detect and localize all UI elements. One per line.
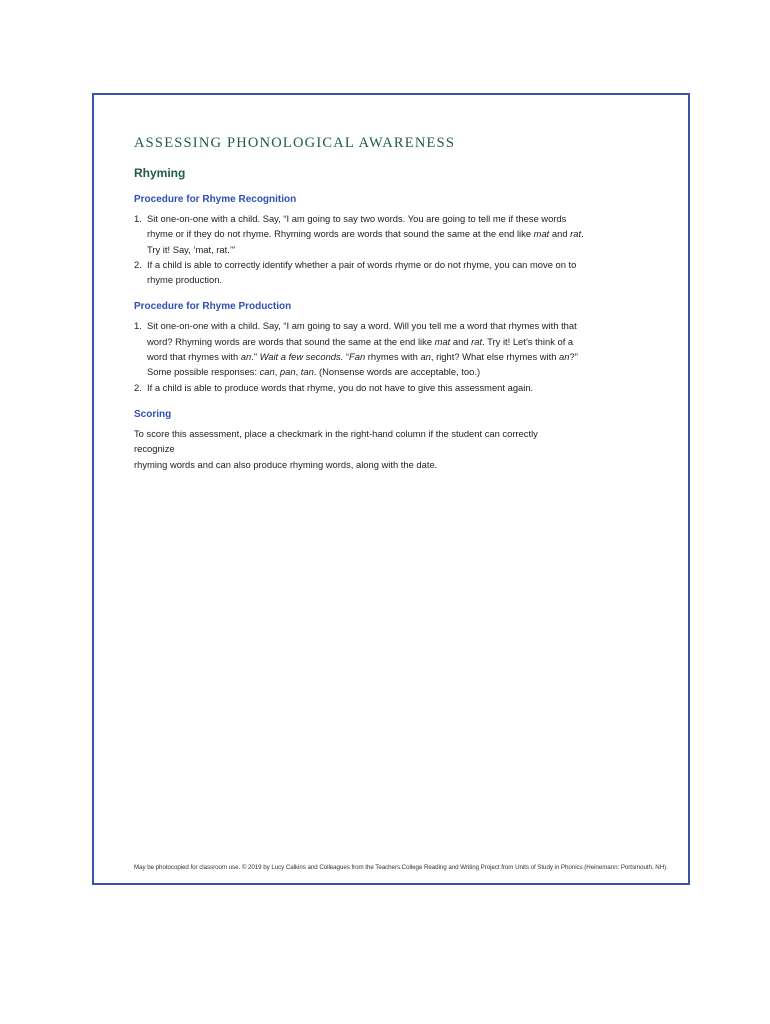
- production-steps: [134, 318, 634, 394]
- text-line: rhyme production.: [147, 274, 223, 286]
- section-heading-rhyming: Rhyming: [134, 166, 186, 180]
- text-line: ,: [274, 366, 280, 378]
- text-line: , right? What else rhymes with: [430, 351, 560, 363]
- subheading-rhyme-recognition: Procedure for Rhyme Recognition: [134, 194, 297, 205]
- text-line: .”: [251, 351, 260, 363]
- item-number: 1.: [134, 213, 142, 224]
- italic-word: pan: [279, 366, 296, 378]
- text-line: . Try it! Let’s think of a: [482, 335, 574, 347]
- subheading-scoring: Scoring: [134, 408, 172, 420]
- item-number: 2.: [134, 381, 142, 393]
- text-line: To score this assessment, place a checkmark in the right-hand column if the student can correctly recognize: [134, 427, 538, 455]
- copyright-footer: May be photocopied for classroom use. © 2019 by Lucy Calkins and Colleagues from the Teachers College Reading and Writing Project from Units of Study in Phonics (Heinemann: Portsmouth, NH).: [134, 864, 668, 871]
- text-line: Some possible responses:: [147, 366, 260, 378]
- italic-word: an: [559, 351, 570, 363]
- subheading-rhyme-production: Procedure for Rhyme Production: [134, 301, 292, 313]
- italic-word: rat: [570, 228, 582, 240]
- italic-word: mat: [533, 228, 550, 240]
- italic-word: mat: [434, 335, 451, 347]
- text-line: ?”: [569, 351, 578, 363]
- item-number: 1.: [134, 320, 142, 332]
- italic-word: an: [420, 351, 431, 363]
- text-line: ,: [295, 366, 301, 378]
- text-line: If a child is able to produce words that rhyme, you do not have to give this assessment again.: [147, 381, 534, 393]
- text-line: Sit one-on-one with a child. Say, “I am going to say two words. You are going to tell me if these words: [147, 213, 567, 224]
- text-line: If a child is able to correctly identify whether a pair of words rhyme or do not rhyme, you can move on to: [147, 258, 577, 270]
- text-line: Sit one-on-one with a child. Say, “I am going to say a word. Will you tell me a word that rhymes with that: [147, 320, 577, 332]
- list-item: [134, 380, 634, 395]
- text-line: rhyming words and can also produce rhyming words, along with the date.: [134, 458, 438, 470]
- text-line: .: [581, 228, 584, 240]
- list-item: [134, 257, 634, 288]
- list-item: [134, 211, 634, 257]
- text-line: . (Nonsense words are acceptable, too.): [313, 366, 481, 378]
- text-line: word? Rhyming words are words that sound the same at the end like: [147, 335, 435, 347]
- italic-word: tan: [300, 366, 314, 378]
- italic-word: Fan: [349, 351, 366, 363]
- italic-word: an: [240, 351, 252, 363]
- italic-word: can: [259, 366, 275, 378]
- italic-word: rat: [471, 335, 483, 347]
- recognition-steps: [134, 211, 634, 287]
- text-line: and: [450, 335, 472, 347]
- text-line: rhymes with: [365, 351, 421, 363]
- text-line: rhyme or if they do not rhyme. Rhyming words are words that sound the same at the end like: [147, 228, 534, 240]
- page-frame: [92, 93, 690, 885]
- item-number: 2.: [134, 258, 142, 270]
- text-line: and: [549, 228, 571, 240]
- list-item: [134, 318, 634, 379]
- text-line: word that rhymes with: [147, 351, 241, 363]
- italic-phrase: Wait a few seconds.: [259, 351, 344, 363]
- scoring-paragraph: [134, 426, 574, 472]
- page-title: ASSESSING PHONOLOGICAL AWARENESS: [134, 135, 456, 151]
- page-content: [134, 135, 634, 472]
- text-line: “: [343, 351, 350, 363]
- text-line: Try it! Say, ‘mat, rat.’”: [147, 243, 236, 255]
